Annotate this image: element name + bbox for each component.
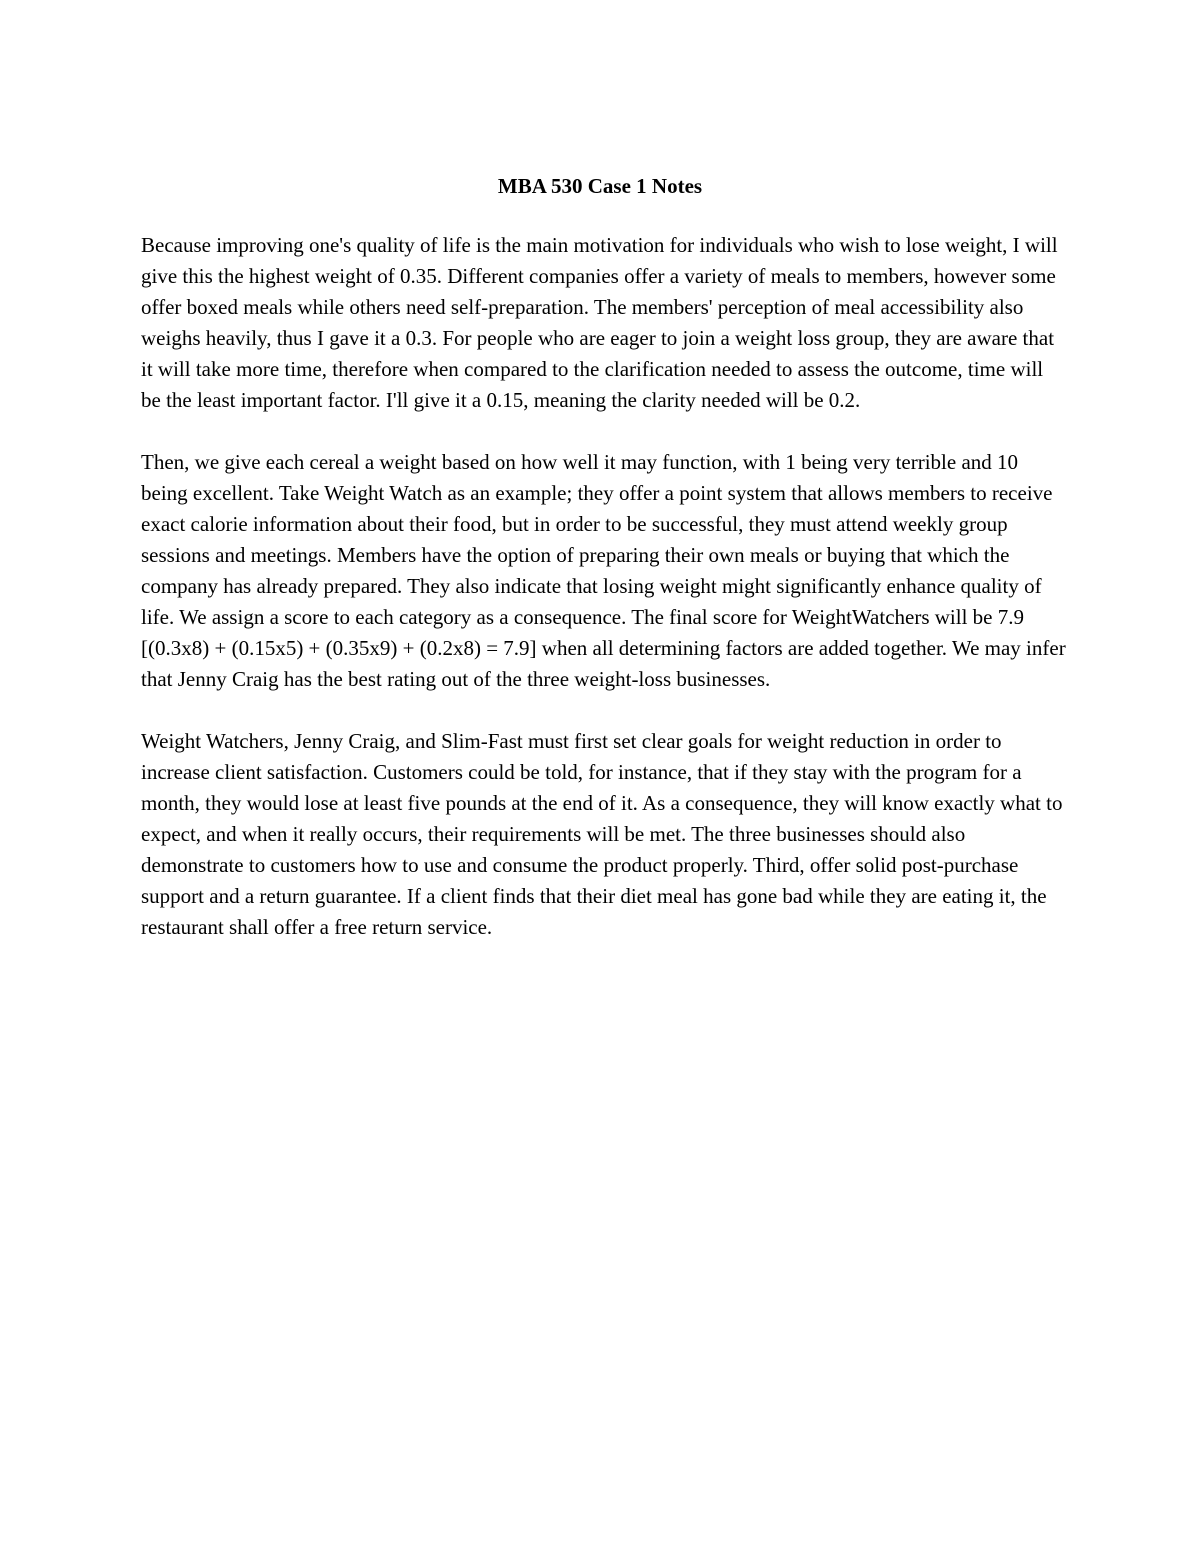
document-title: MBA 530 Case 1 Notes <box>497 174 703 198</box>
paragraph-recommendations: Weight Watchers, Jenny Craig, and Slim-Fast must first set clear goals for weight reduction in order to increase client satisfaction. Customers could be told, for instance, that if they stay with the program for a month, they would lose at least five pounds at the end of it. As a consequence, they will know exactly what to expect, and when it really occurs, their requirements will be met. The three businesses should also demonstrate to customers how to use and consume the product properly. Third, offer solid post-purchase support and a return guarantee. If a client finds that their diet meal has gone bad while they are eating it, the restaurant shall offer a free return service. <box>141 729 1063 939</box>
document-body <box>141 230 1066 974</box>
paragraph-weights: Because improving one's quality of life is the main motivation for individuals who wish to lose weight, I will give this the highest weight of 0.35. Different companies offer a variety of meals to members, however some offer boxed meals while others need self-preparation. The members' perception of meal accessibility also weighs heavily, thus I gave it a 0.3. For people who are eager to join a weight loss group, they are aware that it will take more time, therefore when compared to the clarification needed to assess the outcome, time will be the least important factor. I'll give it a 0.15, meaning the clarity needed will be 0.2. <box>141 233 1058 412</box>
paragraph-scoring: Then, we give each cereal a weight based on how well it may function, with 1 being very terrible and 10 being excellent. Take Weight Watch as an example; they offer a point system that allows members to receive exact calorie information about their food, but in order to be successful, they must attend weekly group sessions and meetings. Members have the option of preparing their own meals or buying that which the company has already prepared. They also indicate that losing weight might significantly enhance quality of life. We assign a score to each category as a consequence. The final score for WeightWatchers will be 7.9 [(0.3x8) + (0.15x5) + (0.35x9) + (0.2x8) = 7.9] when all determining factors are added together. We may infer that Jenny Craig has the best rating out of the three weight-loss businesses. <box>141 450 1066 691</box>
